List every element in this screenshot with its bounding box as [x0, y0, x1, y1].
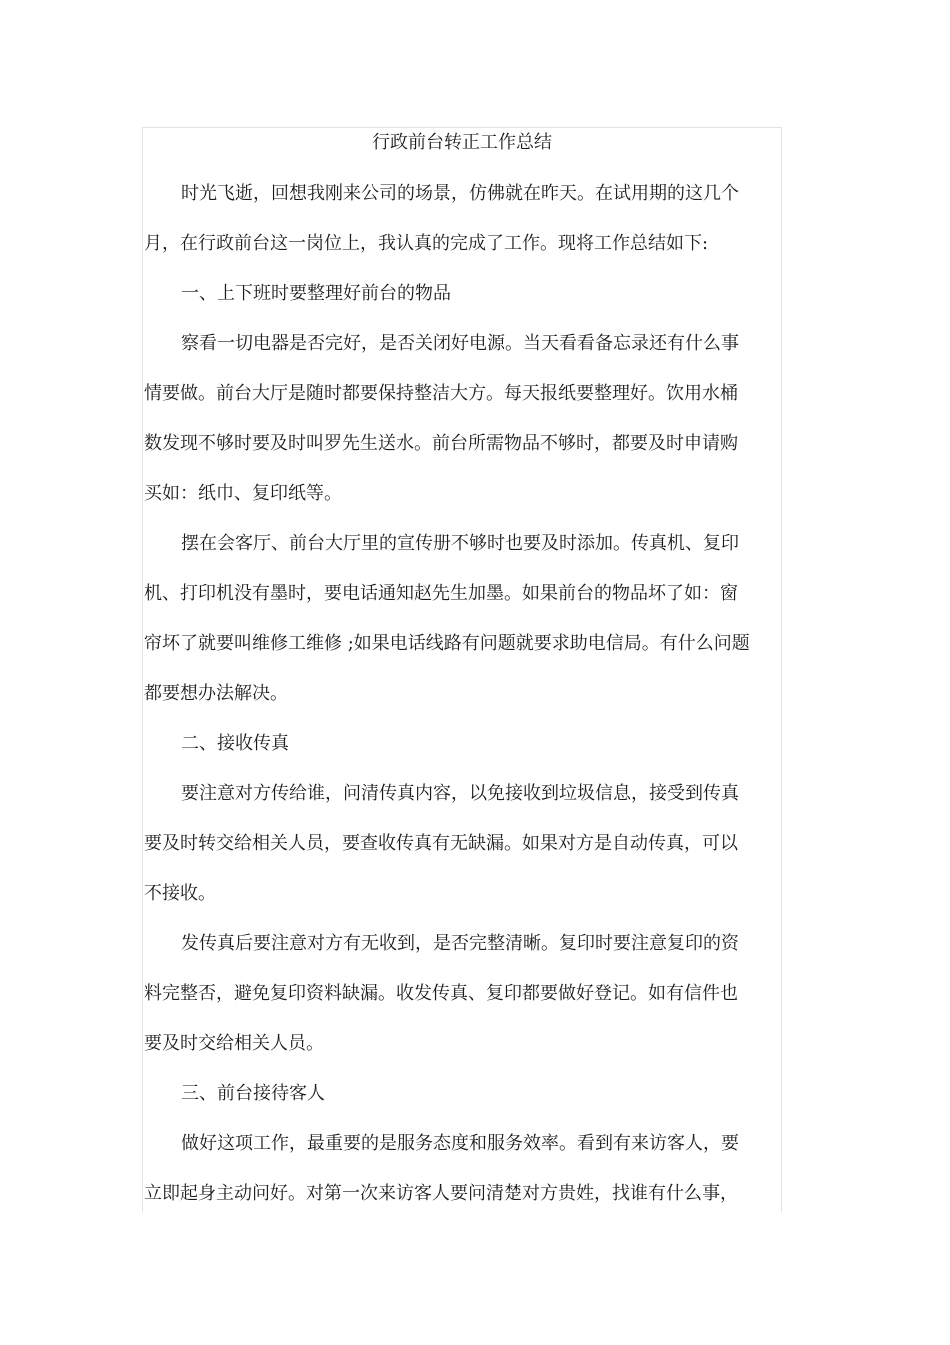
text-line: 时光飞逝，回想我刚来公司的场景，仿佛就在昨天。在试用期的这几个: [181, 183, 739, 204]
text-line: 发传真后要注意对方有无收到，是否完整清晰。复印时要注意复印的资: [181, 933, 739, 954]
text-line: 买如：纸巾、复印纸等。: [144, 483, 342, 504]
text-line: 数发现不够时要及时叫罗先生送水。前台所需物品不够时，都要及时申请购: [144, 433, 738, 454]
text-line: 帘坏了就要叫维修工维修 ;如果电话线路有问题就要求助电信局。有什么问题: [144, 633, 750, 654]
text-line: 要及时交给相关人员。: [144, 1033, 324, 1054]
section-heading: 一、上下班时要整理好前台的物品: [181, 283, 451, 304]
text-line: 立即起身主动问好。对第一次来访客人要问清楚对方贵姓，找谁有什么事，: [144, 1183, 738, 1204]
text-line: 都要想办法解决。: [144, 683, 288, 704]
text-line: 做好这项工作，最重要的是服务态度和服务效率。看到有来访客人，要: [181, 1133, 739, 1154]
text-line: 摆在会客厅、前台大厅里的宣传册不够时也要及时添加。传真机、复印: [181, 533, 739, 554]
text-line: 察看一切电器是否完好，是否关闭好电源。当天看看备忘录还有什么事: [181, 333, 739, 354]
text-line: 要及时转交给相关人员，要查收传真有无缺漏。如果对方是自动传真，可以: [144, 833, 738, 854]
text-line: 情要做。前台大厅是随时都要保持整洁大方。每天报纸要整理好。饮用水桶: [144, 383, 738, 404]
text-line: 要注意对方传给谁，问清传真内容，以免接收到垃圾信息，接受到传真: [181, 783, 739, 804]
text-line: 料完整否，避免复印资料缺漏。收发传真、复印都要做好登记。如有信件也: [144, 983, 738, 1004]
section-heading: 二、接收传真: [181, 733, 289, 754]
text-line: 机、打印机没有墨时，要电话通知赵先生加墨。如果前台的物品坏了如：窗: [144, 583, 738, 604]
document-title: 行政前台转正工作总结: [372, 132, 552, 153]
section-heading: 三、前台接待客人: [181, 1083, 325, 1104]
text-line: 不接收。: [144, 883, 216, 904]
text-line: 月，在行政前台这一岗位上，我认真的完成了工作。现将工作总结如下:: [144, 233, 709, 254]
